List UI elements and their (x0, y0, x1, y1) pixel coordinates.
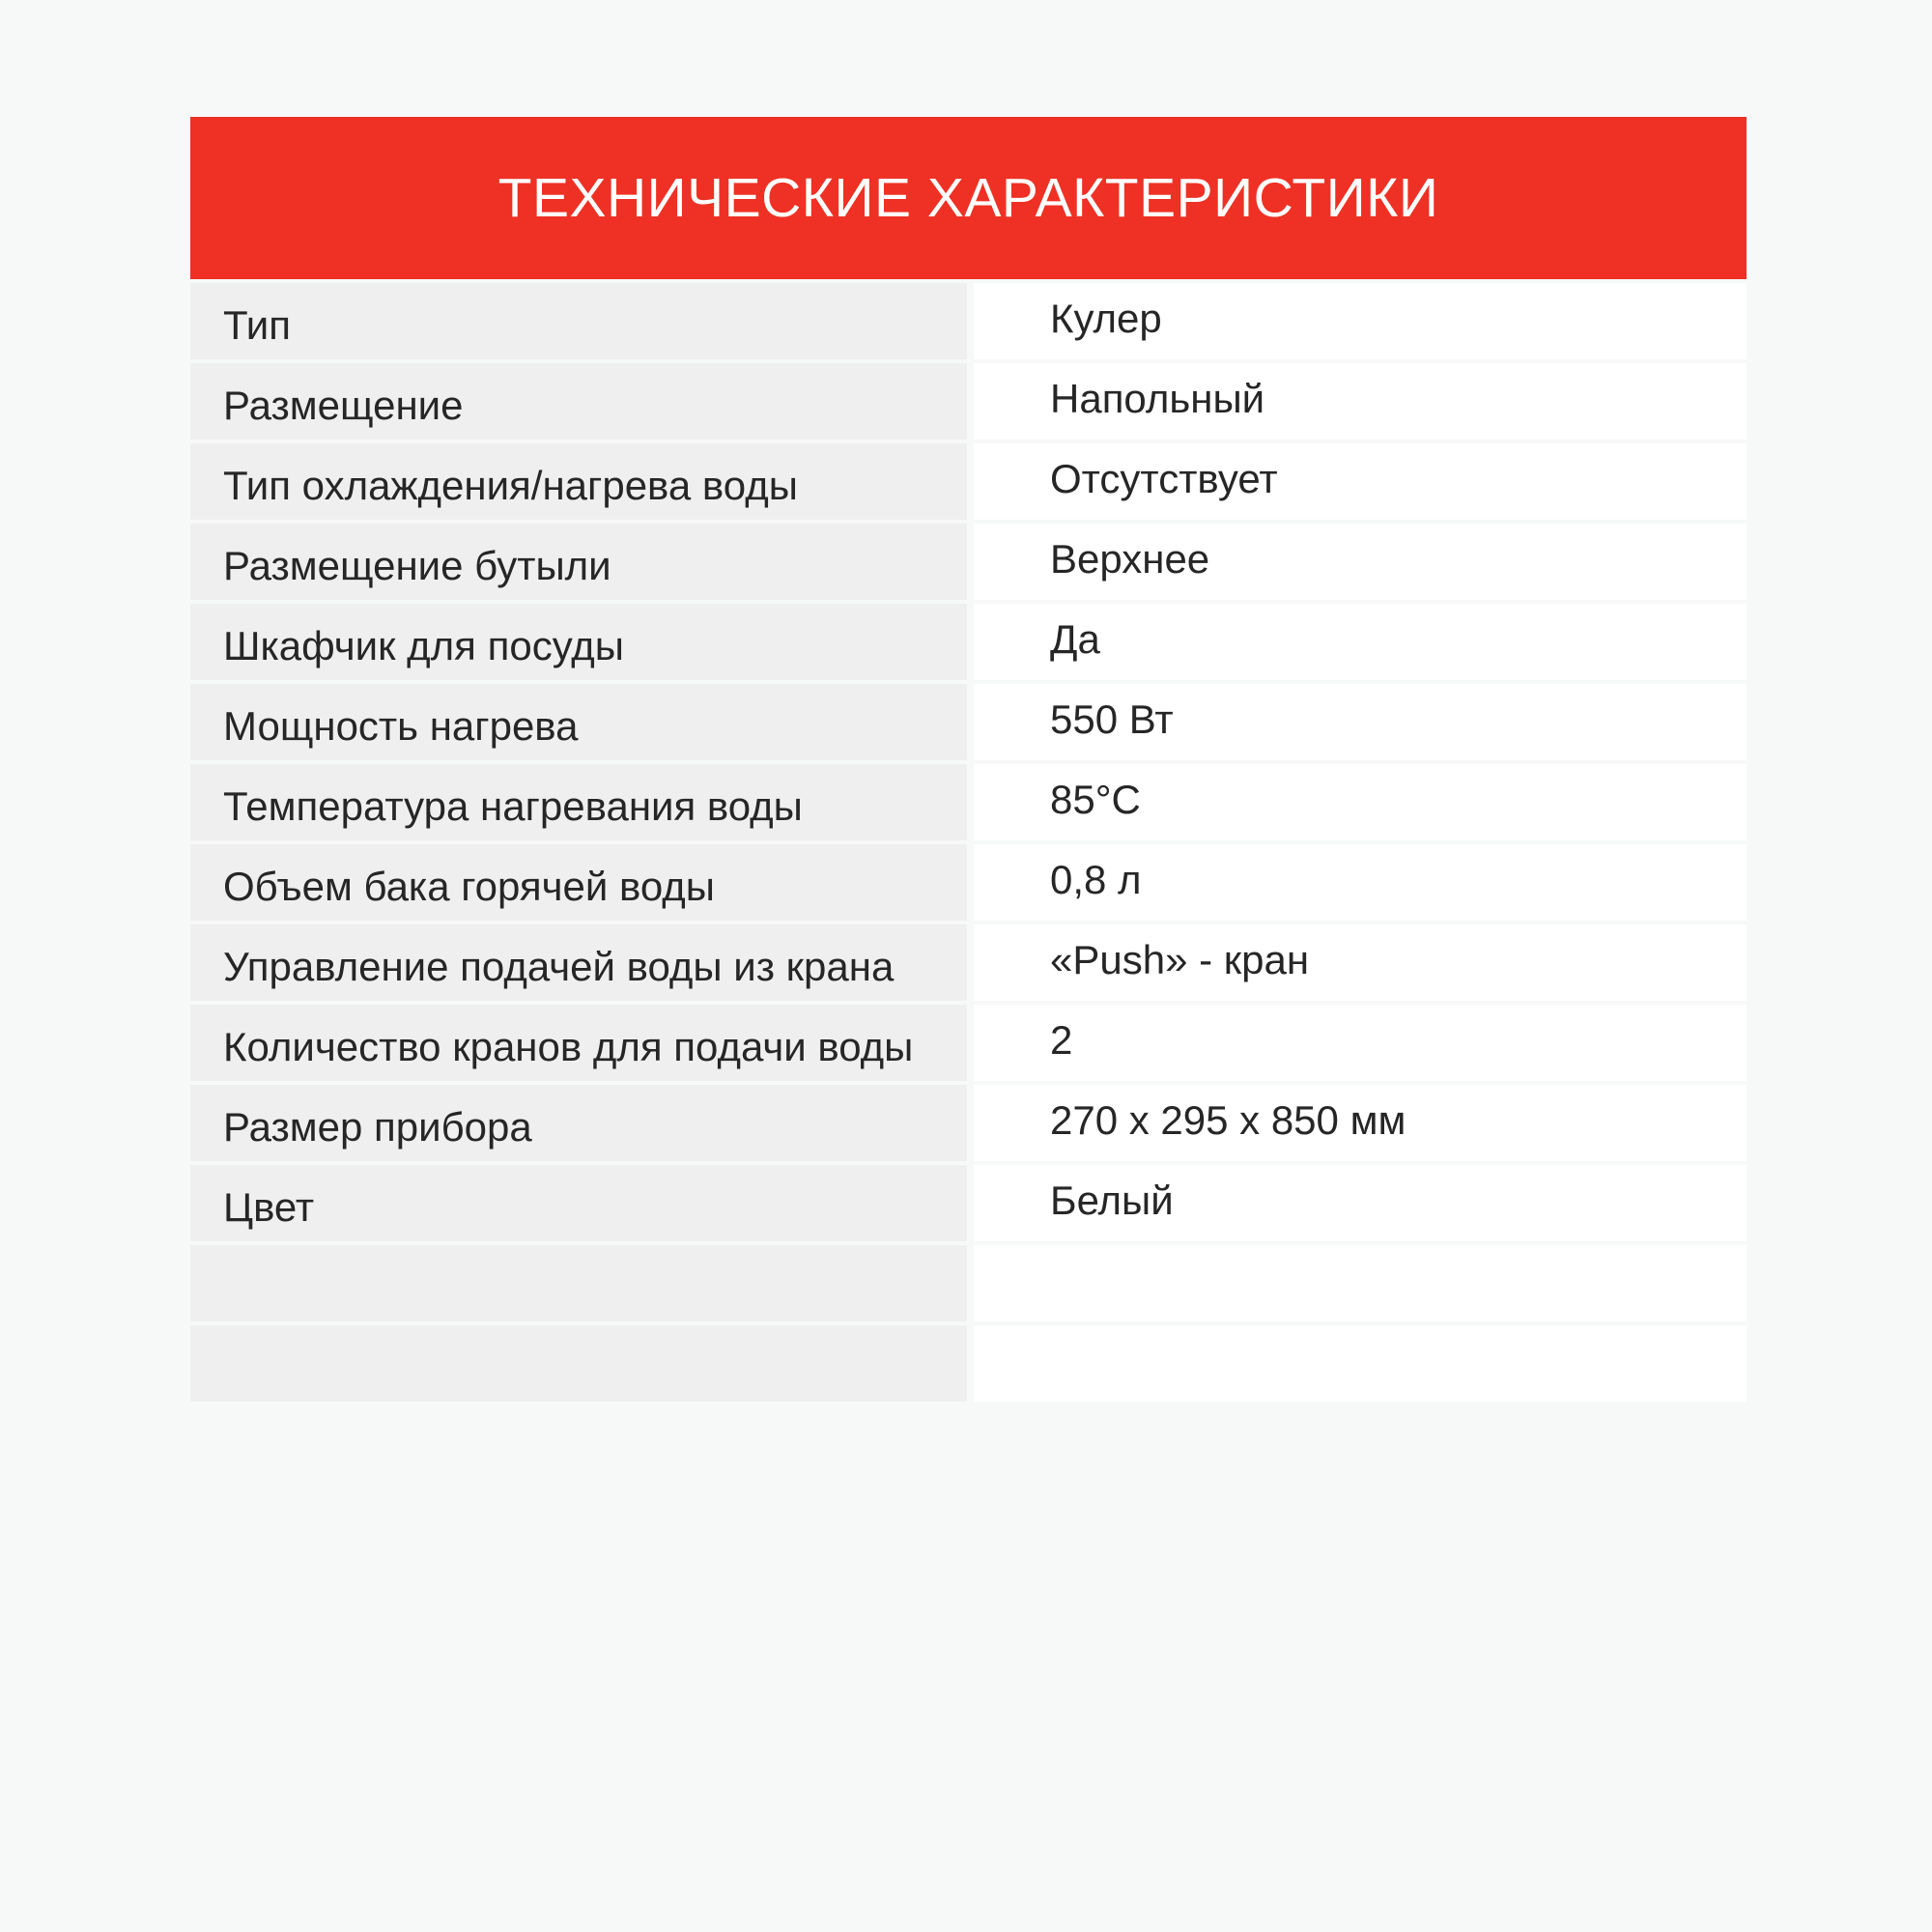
spec-row (190, 1161, 1747, 1241)
column-divider (967, 1241, 974, 1321)
column-divider (967, 680, 974, 760)
spec-value: 85°C (974, 764, 1747, 840)
spec-row (190, 440, 1747, 520)
spec-row (190, 760, 1747, 840)
spec-label (190, 1325, 967, 1402)
spec-value (974, 1325, 1747, 1402)
spec-value: 550 Вт (974, 684, 1747, 760)
spec-label: Тип (190, 283, 967, 359)
spec-label: Тип охлаждения/нагрева воды (190, 443, 967, 520)
spec-row (190, 600, 1747, 680)
column-divider (967, 1001, 974, 1081)
spec-label: Размер прибора (190, 1085, 967, 1161)
spec-value: 2 (974, 1005, 1747, 1081)
spec-row (190, 520, 1747, 600)
column-divider (967, 520, 974, 600)
spec-label: Количество кранов для подачи воды (190, 1005, 967, 1081)
spec-label: Объем бака горячей воды (190, 844, 967, 921)
spec-header (190, 117, 1747, 279)
spec-label (190, 1245, 967, 1321)
spec-value: Да (974, 604, 1747, 680)
spec-title: ТЕХНИЧЕСКИЕ ХАРАКТЕРИСТИКИ (497, 167, 1439, 229)
spec-row (190, 1081, 1747, 1161)
spec-value: Кулер (974, 283, 1747, 359)
column-divider (967, 760, 974, 840)
column-divider (967, 840, 974, 921)
spec-row-empty (190, 1241, 1747, 1321)
spec-table (190, 117, 1747, 1402)
spec-label: Управление подачей воды из крана (190, 924, 967, 1001)
spec-value: Верхнее (974, 524, 1747, 600)
spec-label: Мощность нагрева (190, 684, 967, 760)
spec-label: Температура нагревания воды (190, 764, 967, 840)
spec-row-empty (190, 1321, 1747, 1402)
spec-value: Белый (974, 1165, 1747, 1241)
spec-row (190, 359, 1747, 440)
column-divider (967, 1161, 974, 1241)
spec-label: Цвет (190, 1165, 967, 1241)
spec-value: 270 х 295 х 850 мм (974, 1085, 1747, 1161)
column-divider (967, 600, 974, 680)
column-divider (967, 1081, 974, 1161)
column-divider (967, 279, 974, 359)
spec-row (190, 279, 1747, 359)
spec-label: Размещение (190, 363, 967, 440)
spec-row (190, 1001, 1747, 1081)
spec-value: Напольный (974, 363, 1747, 440)
spec-row (190, 921, 1747, 1001)
column-divider (967, 359, 974, 440)
spec-value: Отсутствует (974, 443, 1747, 520)
spec-row (190, 840, 1747, 921)
spec-value: «Push» - кран (974, 924, 1747, 1001)
spec-value: 0,8 л (974, 844, 1747, 921)
column-divider (967, 1321, 974, 1402)
spec-rows (190, 279, 1747, 1402)
spec-row (190, 680, 1747, 760)
column-divider (967, 440, 974, 520)
spec-label: Шкафчик для посуды (190, 604, 967, 680)
column-divider (967, 921, 974, 1001)
spec-label: Размещение бутыли (190, 524, 967, 600)
spec-value (974, 1245, 1747, 1321)
